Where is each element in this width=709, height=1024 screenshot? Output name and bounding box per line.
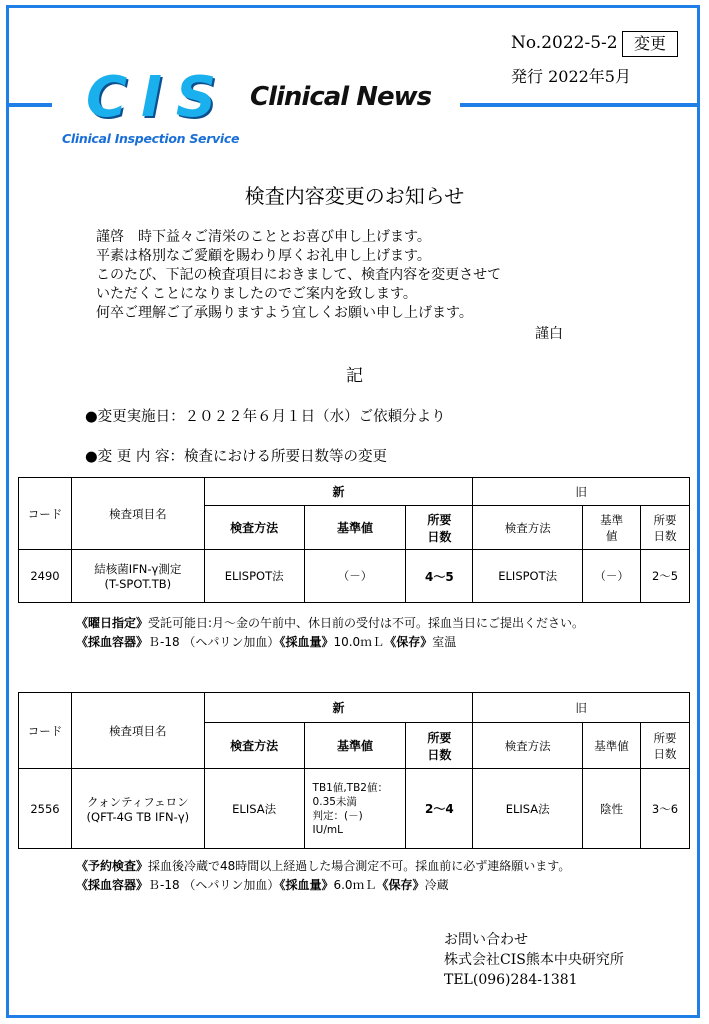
contact-block xyxy=(444,930,624,990)
note-text: Ｂ-18 （ヘパリン加血） xyxy=(148,635,280,649)
old-method: ELISPOT法 xyxy=(473,550,583,603)
table-row xyxy=(19,550,690,603)
header-code: コード xyxy=(19,693,72,769)
note-line xyxy=(76,614,584,631)
note-text: 受託可能日:月～金の午前中、休日前の受付は不可。採血当日にご提出ください。 xyxy=(148,616,585,630)
ki-heading: 記 xyxy=(346,366,363,386)
header-old-reference: 基準 値 xyxy=(583,506,641,550)
note-label: 《保存》 xyxy=(376,878,425,892)
header-old-days: 所要 日数 xyxy=(641,723,690,769)
header-old-method: 検査方法 xyxy=(473,723,583,769)
note-label: 《採血容器》 xyxy=(76,878,149,892)
test-name: 結核菌IFN-γ測定 (T-SPOT.TB) xyxy=(71,550,204,603)
header-rule-left xyxy=(9,103,52,107)
header-new-method: 検査方法 xyxy=(204,723,304,769)
header-old: 旧 xyxy=(473,693,690,723)
header-new-reference: 基準値 xyxy=(304,723,406,769)
new-method: ELISA法 xyxy=(204,769,304,849)
test-table-2556 xyxy=(18,692,690,849)
note-text: 室温 xyxy=(432,635,457,649)
old-reference: 陰性 xyxy=(583,769,641,849)
newsletter-name: Clinical News xyxy=(250,82,432,112)
greeting-text xyxy=(96,228,501,323)
note-label: 《採血量》 xyxy=(279,878,334,892)
header-new-method: 検査方法 xyxy=(204,506,304,550)
header-rule-right xyxy=(460,103,697,107)
test-code: 2556 xyxy=(19,769,72,849)
greeting-line: 何卒ご理解ご了承賜りますよう宜しくお願い申し上げます。 xyxy=(96,305,473,321)
effective-date: ●変更実施日：２０２２年６月１日（水）ご依頼分より xyxy=(85,409,446,425)
note-label: 《採血量》 xyxy=(279,635,334,649)
note-text: Ｂ-18 （ヘパリン加血） xyxy=(148,878,280,892)
logo-subtitle: Clinical Inspection Service xyxy=(62,131,240,146)
old-days: 2～5 xyxy=(641,550,690,603)
header-new: 新 xyxy=(204,478,473,506)
contact-tel: TEL(096)284-1381 xyxy=(444,972,578,988)
test-code: 2490 xyxy=(19,550,72,603)
header-new: 新 xyxy=(204,693,473,723)
page-title: 検査内容変更のお知らせ xyxy=(244,184,465,208)
note-text: 冷蔵 xyxy=(424,878,449,892)
note-label: 《保存》 xyxy=(384,635,433,649)
new-days: 2～4 xyxy=(406,769,473,849)
new-reference: （－） xyxy=(304,550,406,603)
table-row xyxy=(19,769,690,849)
old-reference: （－） xyxy=(583,550,641,603)
note-text: 6.0ｍＬ xyxy=(333,878,377,892)
header-new-days: 所要 日数 xyxy=(406,506,473,550)
header-new-days: 所要 日数 xyxy=(406,723,473,769)
note-text: 採血後冷蔵で48時間以上経過した場合測定不可。採血前に必ず連絡願います。 xyxy=(148,859,571,873)
new-days: 4～5 xyxy=(406,550,473,603)
greeting-line: このたび、下記の検査項目におきまして、検査内容を変更させて xyxy=(96,267,502,283)
greeting-line: 平素は格別なご愛顧を賜わり厚くお礼申し上げます。 xyxy=(96,248,431,264)
header-new-reference: 基準値 xyxy=(304,506,406,550)
issue-date: 発行 2022年5月 xyxy=(511,67,631,86)
header-item-name: 検査項目名 xyxy=(71,478,204,550)
header-old-days: 所要 日数 xyxy=(641,506,690,550)
note-line xyxy=(76,876,449,893)
change-content: ●変 更 内 容：検査における所要日数等の変更 xyxy=(85,449,387,465)
test-table-2490 xyxy=(18,477,690,603)
doc-number: No.2022-5-2 xyxy=(511,33,618,53)
header-item-name: 検査項目名 xyxy=(71,693,204,769)
header-old-method: 検査方法 xyxy=(473,506,583,550)
old-days: 3～6 xyxy=(641,769,690,849)
note-label: 《曜日指定》 xyxy=(76,616,149,630)
status-badge: 変更 xyxy=(622,31,678,57)
note-text: 10.0ｍＬ xyxy=(333,635,385,649)
greeting-line: いただくことになりましたのでご案内を致します。 xyxy=(96,286,417,302)
new-reference: TB1値,TB2値： 0.35未満 判定：(－) IU/mL xyxy=(304,769,406,849)
header-old: 旧 xyxy=(473,478,690,506)
closing-word: 謹白 xyxy=(535,326,563,342)
test-name: クォンティフェロン (QFT-4G TB IFN-γ) xyxy=(71,769,204,849)
note-label: 《採血容器》 xyxy=(76,635,149,649)
greeting-line: 謹啓 時下益々ご清栄のこととお喜び申し上げます。 xyxy=(96,229,431,245)
contact-heading: お問い合わせ xyxy=(444,932,528,948)
header-code: コード xyxy=(19,478,72,550)
new-method: ELISPOT法 xyxy=(204,550,304,603)
note-line xyxy=(76,633,456,650)
note-line xyxy=(76,857,570,874)
cis-logo: CIS xyxy=(86,65,231,130)
header-old-reference: 基準値 xyxy=(583,723,641,769)
contact-company: 株式会社CIS熊本中央研究所 xyxy=(444,952,624,968)
note-label: 《予約検査》 xyxy=(76,859,149,873)
old-method: ELISA法 xyxy=(473,769,583,849)
